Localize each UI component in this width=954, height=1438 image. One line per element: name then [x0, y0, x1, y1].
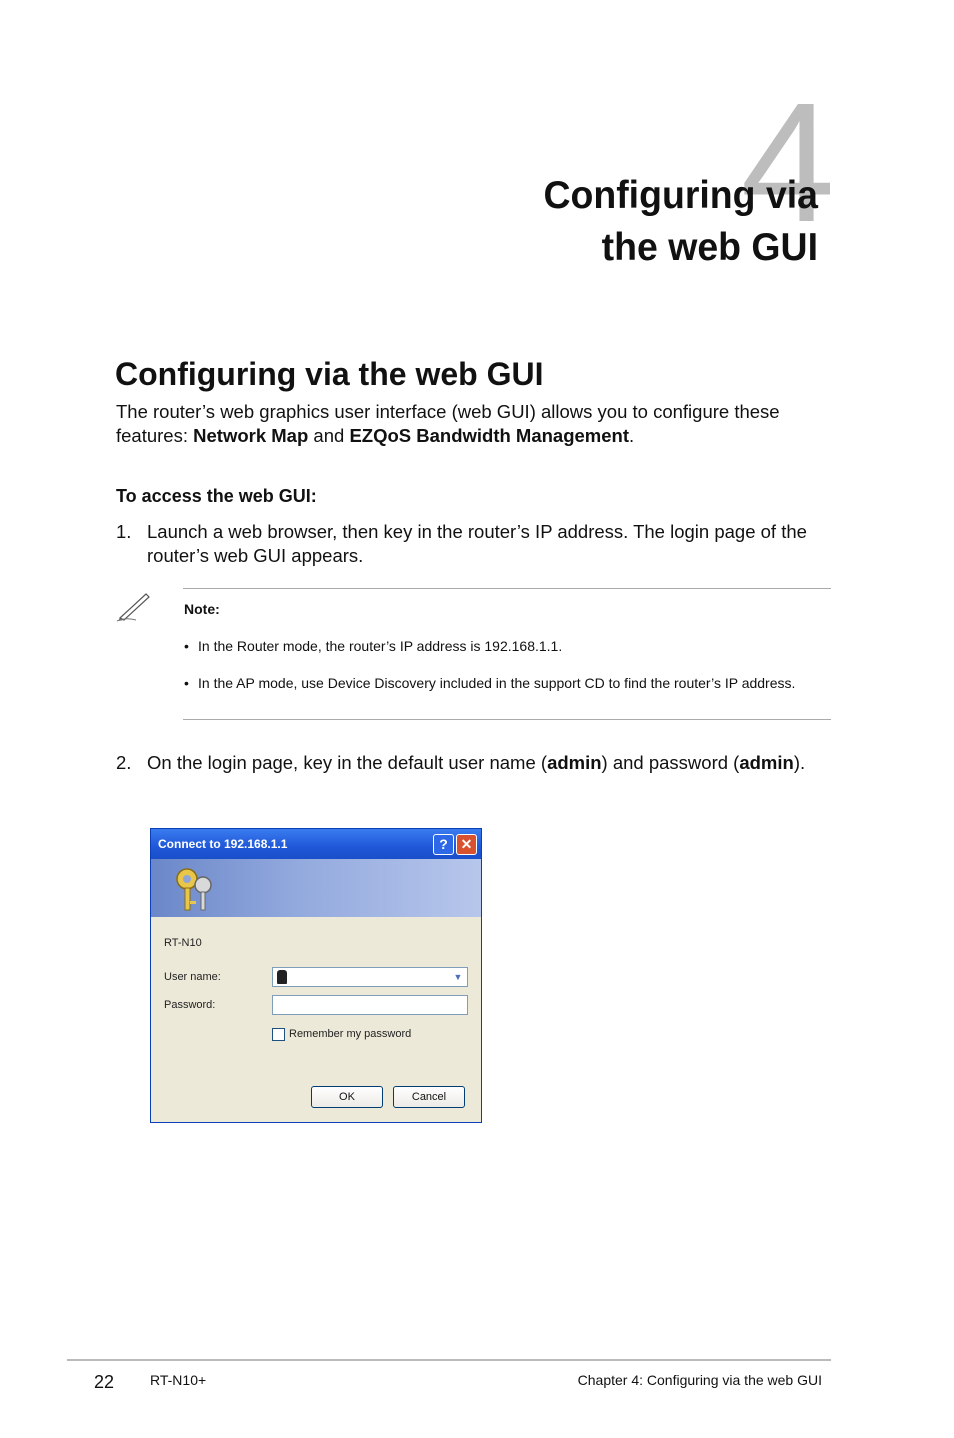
procedure-heading: To access the web GUI:	[116, 486, 317, 506]
step-number: 1.	[116, 521, 132, 542]
close-button[interactable]: ✕	[456, 834, 477, 855]
step2-text-end: ).	[793, 752, 806, 773]
dialog-titlebar	[151, 829, 481, 859]
intro-period: .	[629, 425, 635, 446]
intro-conjunction: and	[308, 425, 350, 446]
chevron-down-icon[interactable]: ▼	[453, 972, 463, 982]
device-name: RT-N10	[164, 937, 202, 949]
note-label: Note:	[184, 601, 220, 617]
chapter-number: 4	[740, 68, 835, 258]
note-top-divider	[183, 588, 831, 589]
ok-button[interactable]: OK	[311, 1086, 383, 1108]
note-bullet-text: In the Router mode, the router’s IP address is 192.168.1.1.	[198, 638, 563, 654]
user-icon	[277, 970, 287, 984]
intro-feature-network-map: Network Map	[193, 425, 309, 446]
footer-chapter: Chapter 4: Configuring via the web GUI	[577, 1372, 822, 1388]
step-number: 2.	[116, 752, 132, 773]
intro-feature-ezqos: EZQoS Bandwidth Management	[349, 425, 630, 446]
default-username: admin	[547, 752, 602, 773]
bullet-marker: •	[184, 675, 189, 691]
pencil-icon	[116, 590, 152, 622]
intro-paragraph	[116, 400, 836, 448]
chapter-title-line2: the web GUI	[601, 226, 818, 269]
username-label: User name:	[164, 971, 221, 983]
login-dialog-screenshot	[150, 828, 482, 1123]
bullet-marker: •	[184, 638, 189, 654]
cancel-button[interactable]: Cancel	[393, 1086, 465, 1108]
section-title: Configuring via the web GUI	[115, 356, 544, 392]
help-button[interactable]: ?	[433, 834, 454, 855]
remember-password-label: Remember my password	[289, 1028, 412, 1040]
dialog-banner	[151, 859, 481, 917]
remember-password-checkbox[interactable]	[272, 1028, 285, 1041]
chapter-title	[543, 170, 818, 274]
step2-text-mid: ) and password (	[601, 752, 740, 773]
footer-model: RT-N10+	[150, 1372, 207, 1388]
note-bullet	[184, 638, 804, 655]
page-number: 22	[94, 1372, 115, 1392]
note-bottom-divider	[183, 719, 831, 720]
password-field[interactable]	[272, 995, 468, 1015]
step2-text: On the login page, key in the default user name (	[147, 752, 548, 773]
keys-icon	[171, 865, 217, 913]
intro-text: The router’s web graphics user interface (web GUI) allows you to configure these features:	[116, 401, 780, 446]
step-1	[116, 520, 836, 568]
step-text	[147, 751, 836, 775]
password-label: Password:	[164, 999, 216, 1011]
step-2	[116, 751, 836, 775]
step-text: Launch a web browser, then key in the router’s IP address. The login page of the router’s web GUI appears.	[147, 521, 807, 566]
note-bullet-text: In the AP mode, use Device Discovery included in the support CD to find the router’s IP address.	[198, 675, 796, 691]
chapter-title-line1: Configuring via	[543, 174, 818, 217]
dialog-title: Connect to 192.168.1.1	[158, 837, 288, 851]
username-combobox[interactable]	[272, 967, 468, 987]
footer-divider	[67, 1359, 831, 1361]
default-password: admin	[739, 752, 794, 773]
note-bullet	[184, 675, 804, 692]
